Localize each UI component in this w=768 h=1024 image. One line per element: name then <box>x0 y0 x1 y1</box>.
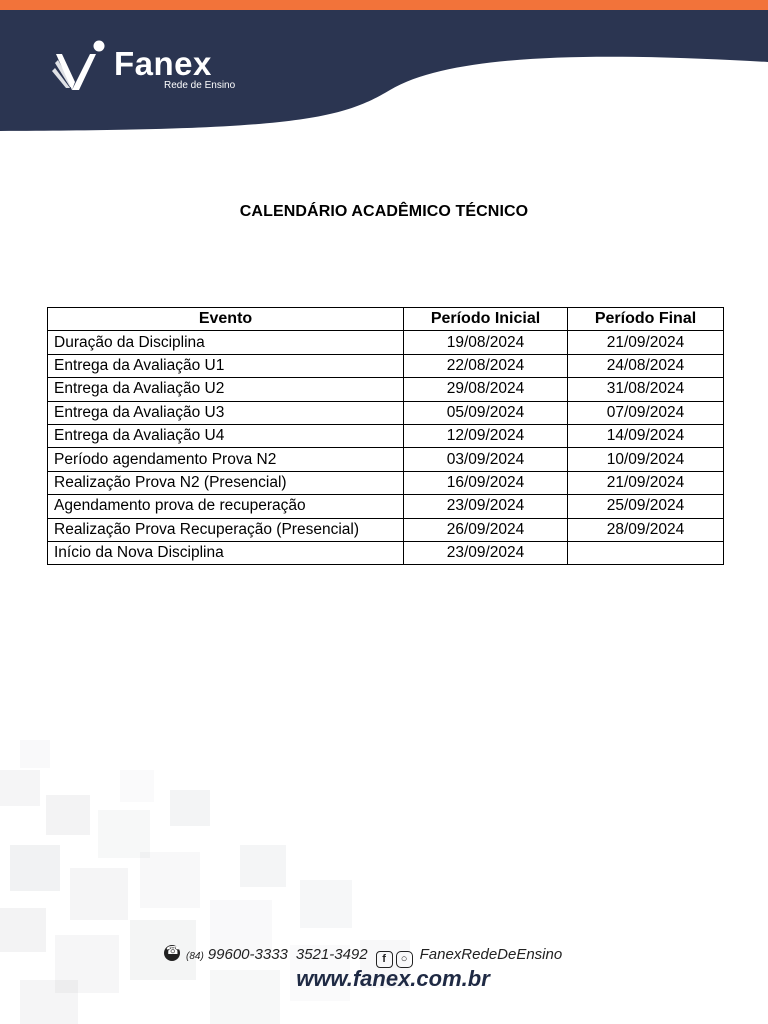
end-date-cell: 14/09/2024 <box>568 424 724 447</box>
brand-logo <box>52 38 252 96</box>
event-cell: Realização Prova N2 (Presencial) <box>48 471 404 494</box>
start-date-cell: 22/08/2024 <box>404 354 568 377</box>
end-date-cell: 21/09/2024 <box>568 331 724 354</box>
table-row <box>48 448 724 471</box>
start-date-cell: 23/09/2024 <box>404 541 568 564</box>
phone-area-code: (84) <box>186 951 204 962</box>
column-header-start: Período Inicial <box>404 308 568 331</box>
end-date-cell <box>568 541 724 564</box>
end-date-cell: 07/09/2024 <box>568 401 724 424</box>
table-row <box>48 471 724 494</box>
start-date-cell: 03/09/2024 <box>404 448 568 471</box>
header-accent-strip <box>0 0 768 10</box>
event-cell: Entrega da Avaliação U4 <box>48 424 404 447</box>
event-cell: Entrega da Avaliação U1 <box>48 354 404 377</box>
table-row <box>48 378 724 401</box>
column-header-end: Período Final <box>568 308 724 331</box>
start-date-cell: 23/09/2024 <box>404 495 568 518</box>
academic-calendar-table <box>47 307 724 565</box>
end-date-cell: 25/09/2024 <box>568 495 724 518</box>
start-date-cell: 19/08/2024 <box>404 331 568 354</box>
end-date-cell: 28/09/2024 <box>568 518 724 541</box>
event-cell: Período agendamento Prova N2 <box>48 448 404 471</box>
start-date-cell: 16/09/2024 <box>404 471 568 494</box>
table-row <box>48 541 724 564</box>
event-cell: Início da Nova Disciplina <box>48 541 404 564</box>
start-date-cell: 26/09/2024 <box>404 518 568 541</box>
brand-subtitle: Rede de Ensino <box>164 80 236 91</box>
social-handle[interactable]: FanexRedeDeEnsino <box>419 946 563 963</box>
event-cell: Entrega da Avaliação U3 <box>48 401 404 424</box>
brand-name: Fanex <box>114 45 212 82</box>
end-date-cell: 31/08/2024 <box>568 378 724 401</box>
table-row <box>48 495 724 518</box>
phone-icon <box>164 945 180 961</box>
table-row <box>48 354 724 377</box>
event-cell: Duração da Disciplina <box>48 331 404 354</box>
table-row <box>48 401 724 424</box>
table-row <box>48 331 724 354</box>
website-link[interactable]: www.fanex.com.br <box>296 966 490 991</box>
end-date-cell: 21/09/2024 <box>568 471 724 494</box>
instagram-icon[interactable]: ○ <box>396 951 413 968</box>
table-row <box>48 518 724 541</box>
event-cell: Entrega da Avaliação U2 <box>48 378 404 401</box>
facebook-icon[interactable]: f <box>376 951 393 968</box>
fanex-logo-icon <box>52 40 108 92</box>
column-header-event: Evento <box>48 308 404 331</box>
event-cell: Agendamento prova de recuperação <box>48 495 404 518</box>
table-header-row <box>48 308 724 331</box>
phone-number-1[interactable]: 99600-3333 <box>207 946 288 963</box>
end-date-cell: 24/08/2024 <box>568 354 724 377</box>
table-row <box>48 424 724 447</box>
start-date-cell: 05/09/2024 <box>404 401 568 424</box>
end-date-cell: 10/09/2024 <box>568 448 724 471</box>
event-cell: Realização Prova Recuperação (Presencial) <box>48 518 404 541</box>
page-title: CALENDÁRIO ACADÊMICO TÉCNICO <box>239 203 529 220</box>
start-date-cell: 29/08/2024 <box>404 378 568 401</box>
phone-number-2[interactable]: 3521-3492 <box>295 946 368 963</box>
start-date-cell: 12/09/2024 <box>404 424 568 447</box>
footer-contact <box>164 945 684 967</box>
